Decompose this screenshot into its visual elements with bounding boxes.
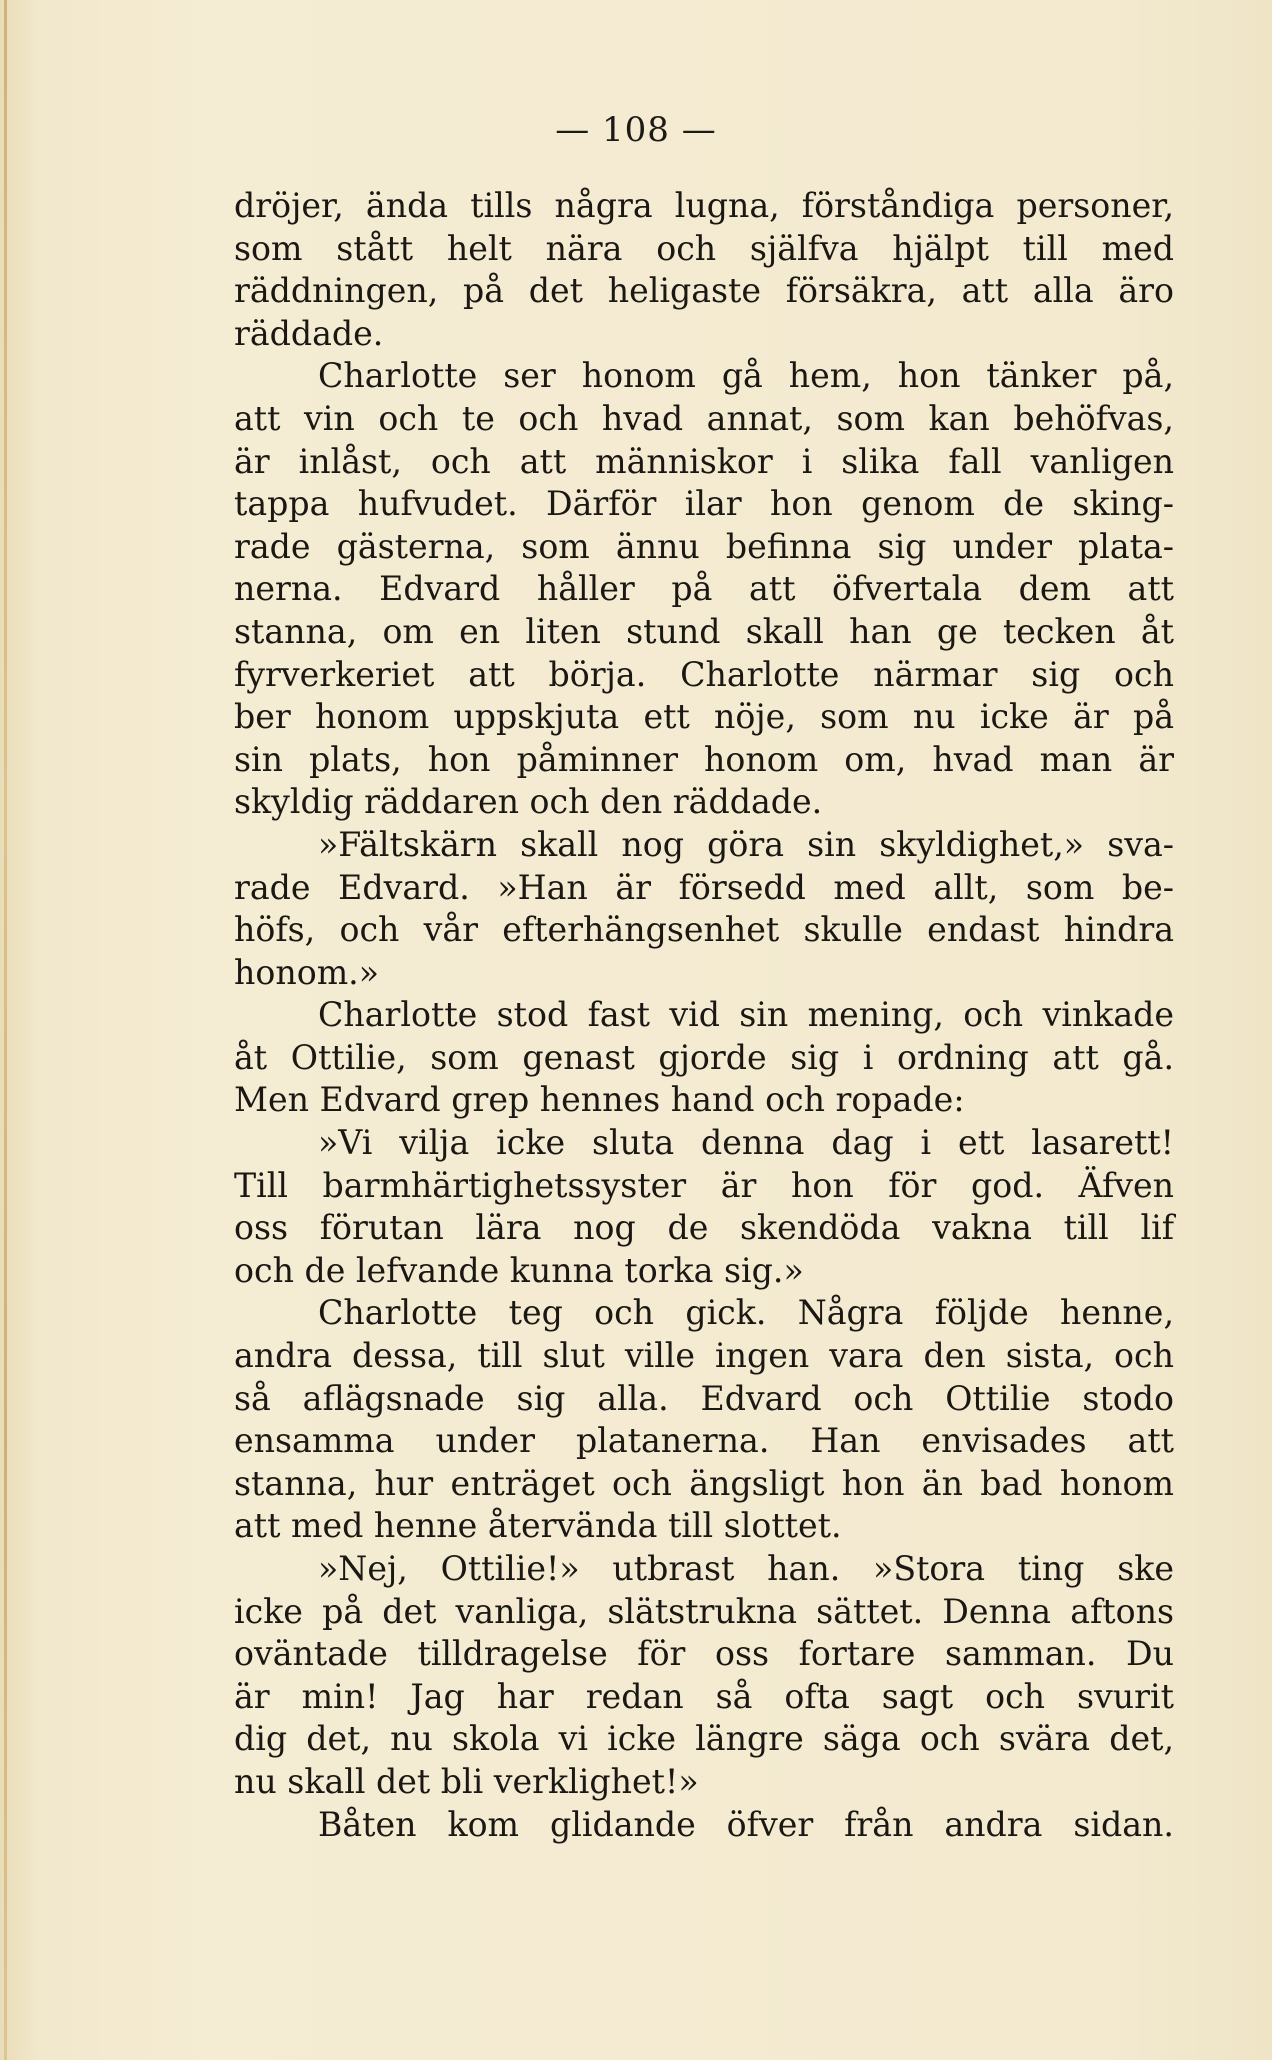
text-line: andra dessa, till slut ville ingen vara den sista, och [234, 1336, 1174, 1376]
text-line: oväntade tilldragelse för oss fortare samman. Du [234, 1634, 1174, 1674]
text-line: är min! Jag har redan så ofta sagt och svurit [234, 1676, 1174, 1716]
page-number: — 108 — [555, 110, 717, 150]
text-line: rade gästerna, som ännu befinna sig under plata- [234, 526, 1174, 566]
text-line: nerna. Edvard håller på att öfvertala dem att [234, 569, 1174, 609]
text-line: »Fältskärn skall nog göra sin skyldighet,» sva- [318, 824, 1174, 864]
text-line: dröjer, ända tills några lugna, förståndiga personer, [234, 186, 1174, 225]
text-line: Till barmhärtighetssyster är hon för god. Äfven [234, 1165, 1174, 1205]
text-line: rade Edvard. »Han är försedd med allt, som be- [234, 867, 1174, 907]
text-line: Charlotte teg och gick. Några följde henne, [318, 1293, 1174, 1333]
text-line: icke på det vanliga, slätstrukna sättet. Denna aftons [234, 1591, 1174, 1631]
text-line: sin plats, hon påminner honom om, hvad man är [234, 739, 1174, 779]
text-line: stanna, hur enträget och ängsligt hon än bad honom [234, 1463, 1174, 1503]
text-line: nu skall det bli verklighet!» [234, 1761, 699, 1801]
text-line: ensamma under platanerna. Han envisades att [234, 1421, 1174, 1461]
body-text [234, 185, 1174, 1846]
text-line: fyrverkeriet att börja. Charlotte närmar sig och [234, 654, 1174, 694]
text-line: höfs, och vår efterhängsenhet skulle endast hindra [234, 910, 1174, 950]
text-line: är inlåst, och att människor i slika fall vanligen [234, 441, 1174, 481]
text-line: räddade. [234, 313, 384, 353]
text-line: Charlotte stod fast vid sin mening, och vinkade [318, 995, 1174, 1035]
text-line: räddningen, på det heligaste försäkra, att alla äro [234, 271, 1174, 311]
text-line: Charlotte ser honom gå hem, hon tänker på, [318, 356, 1174, 396]
text-line: ber honom uppskjuta ett nöje, som nu icke är på [234, 697, 1174, 737]
text-line: »Vi vilja icke sluta denna dag i ett lasarett! [318, 1123, 1174, 1163]
text-line: honom.» [234, 952, 380, 992]
text-line: dig det, nu skola vi icke längre säga och svära det, [234, 1719, 1174, 1759]
text-line: så aflägsnade sig alla. Edvard och Ottilie stodo [234, 1378, 1174, 1418]
text-line: åt Ottilie, som genast gjorde sig i ordning att gå. [234, 1037, 1174, 1077]
text-line: stanna, om en liten stund skall han ge tecken åt [234, 611, 1174, 651]
text-line: som stått helt nära och själfva hjälpt till med [234, 228, 1174, 268]
text-line: skyldig räddaren och den räddade. [234, 782, 823, 822]
text-line: tappa hufvudet. Därför ilar hon genom de sking- [234, 484, 1174, 524]
text-line: och de lefvande kunna torka sig.» [234, 1250, 804, 1290]
text-line: oss förutan lära nog de skendöda vakna till lif [234, 1208, 1174, 1248]
text-line: »Nej, Ottilie!» utbrast han. »Stora ting ske [318, 1549, 1174, 1588]
text-line: Men Edvard grep hennes hand och ropade: [234, 1080, 965, 1120]
text-line: att med henne återvända till slottet. [234, 1506, 842, 1546]
page-binding-edge [4, 0, 7, 2060]
text-line: Båten kom glidande öfver från andra sidan. [318, 1804, 1174, 1844]
text-line: att vin och te och hvad annat, som kan behöfvas, [234, 398, 1174, 438]
